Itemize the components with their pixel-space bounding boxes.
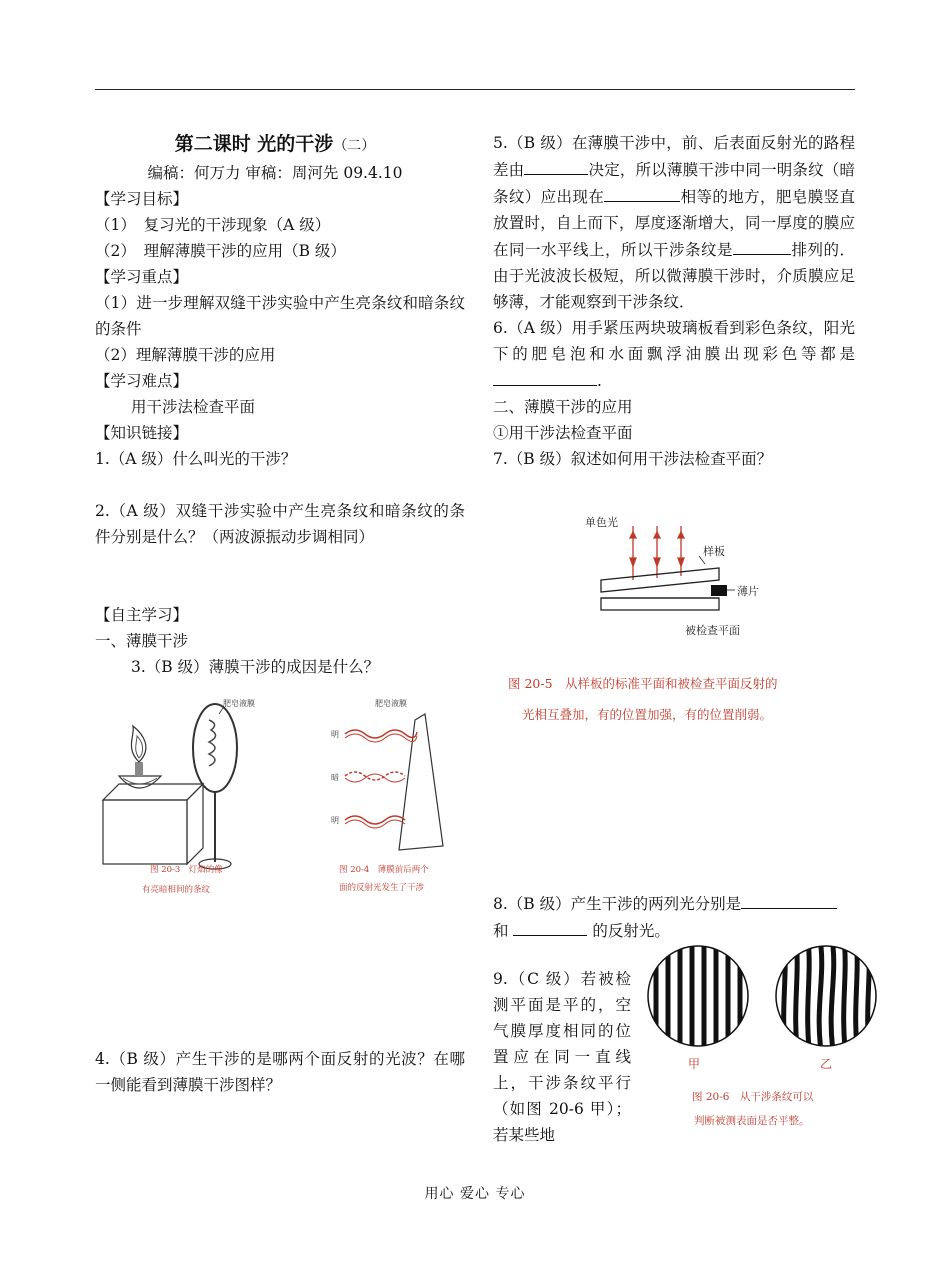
key-heading: 【学习重点】 (95, 268, 189, 286)
blank-5b[interactable] (604, 183, 680, 202)
dark-label: 暗 (331, 773, 339, 782)
question-4: 4.（B 级）产生干涉的是哪两个面反射的光波？在哪一侧能看到薄膜干涉图样？ (95, 1050, 465, 1094)
section-1-heading: 一、薄膜干涉 (95, 632, 189, 650)
caption-20-3-line1: 图 20-3 灯焰的像 (150, 865, 223, 875)
caption-20-6-line1: 图 20-6 从干涉条纹可以 (692, 1091, 814, 1103)
blank-6[interactable] (493, 367, 597, 386)
label-yi: 乙 (820, 1057, 833, 1071)
left-column (95, 130, 465, 680)
goals-heading: 【学习目标】 (95, 190, 189, 208)
bright-label-2: 明 (331, 816, 339, 825)
question-3: 3.（B 级）薄膜干涉的成因是什么？ (131, 658, 380, 676)
question-2: 2.（A 级）双缝干涉实验中产生亮条纹和暗条纹的条件分别是什么？（两波源振动步调相同） (95, 502, 465, 546)
goal-1: （1） 复习光的干涉现象（A 级） (95, 216, 331, 234)
shim-label: 薄片 (737, 585, 759, 598)
page-footer: 用心 爱心 专心 (424, 1186, 526, 1202)
section-2-heading: 二、薄膜干涉的应用 (493, 398, 633, 416)
blank-8b[interactable] (513, 917, 587, 936)
caption-20-5-line2: 光相互叠加，有的位置加强，有的位置削弱。 (522, 707, 773, 722)
right-column (493, 130, 855, 472)
plate-label: 样板 (703, 545, 725, 558)
question-1: 1.（A 级）什么叫光的干涉？ (95, 450, 297, 468)
question-5: 5.（B 级）在薄膜干涉中，前、后表面反射光的路程差由 决定，所以薄膜干涉中同一明条纹（暗条纹）应出现在 相等的地方，肥皂膜竖直放置时，自上而下，厚度逐渐增大，同一厚度的膜应在同一水平线上，所以干涉条纹是 排列的．由于光波波长极短，所以微薄膜干涉时，介质膜应足够薄，才能观察到干涉条纹． (493, 134, 855, 311)
byline: 编稿：何万力 审稿：周河先 09.4.10 (147, 164, 403, 182)
hard-heading: 【学习难点】 (95, 372, 189, 390)
hard-1: 用干涉法检查平面 (131, 398, 256, 416)
surface-label: 被检查平面 (685, 624, 740, 637)
caption-20-6-line2: 判断被测表面是否平整。 (694, 1115, 810, 1127)
key-1: （1）进一步理解双缝干涉实验中产生亮条纹和暗条纹的条件 (95, 294, 465, 338)
header-rule (95, 89, 855, 90)
light-label: 单色光 (585, 516, 618, 529)
question-8: 8.（B 级）产生干涉的两列光分别是 和 的反射光。 (493, 890, 855, 944)
question-6: 6.（A 级）用手紧压两块玻璃板看到彩色条纹，阳光下的肥皂泡和水面飘浮油膜出现彩色等都是. (493, 319, 855, 390)
blank-5a[interactable] (524, 156, 588, 175)
subsection-1: ①用干涉法检查平面 (493, 424, 633, 442)
goal-2: （2） 理解薄膜干涉的应用（B 级） (95, 242, 346, 260)
caption-20-4-line1: 图 20-4 薄膜前后两个 (339, 865, 429, 875)
page-title: 第二课时 光的干涉（二） (174, 133, 376, 155)
question-9: 9.（C 级）若被检测平面是平的，空气膜厚度相同的位置应在同一直线上，干涉条纹平行（如图 20-6 甲）；若某些地 (493, 970, 631, 1144)
figure-20-6 (642, 938, 882, 1138)
caption-20-5-line1: 图 20-5 从样板的标准平面和被检查平面反射的 (508, 676, 778, 691)
self-study-heading: 【自主学习】 (95, 606, 189, 624)
question-7: 7.（B 级）叙述如何用干涉法检查平面？ (493, 450, 773, 468)
caption-20-3-line2: 有亮暗相间的条纹 (142, 885, 211, 895)
key-2: （2）理解薄膜干涉的应用 (95, 346, 276, 364)
blank-8a[interactable] (741, 890, 837, 909)
bright-label-1: 明 (331, 730, 339, 739)
figure-20-3-20-4 (95, 690, 460, 905)
left-column-bottom (95, 1046, 465, 1098)
link-heading: 【知识链接】 (95, 424, 189, 442)
label-jia: 甲 (688, 1057, 701, 1071)
caption-20-4-line2: 面的反射光发生了干涉 (339, 883, 425, 893)
figure-20-5 (505, 508, 850, 733)
film-label-2: 肥皂液膜 (375, 699, 407, 708)
blank-5c[interactable] (733, 236, 791, 255)
film-label: 肥皂液膜 (223, 699, 255, 708)
